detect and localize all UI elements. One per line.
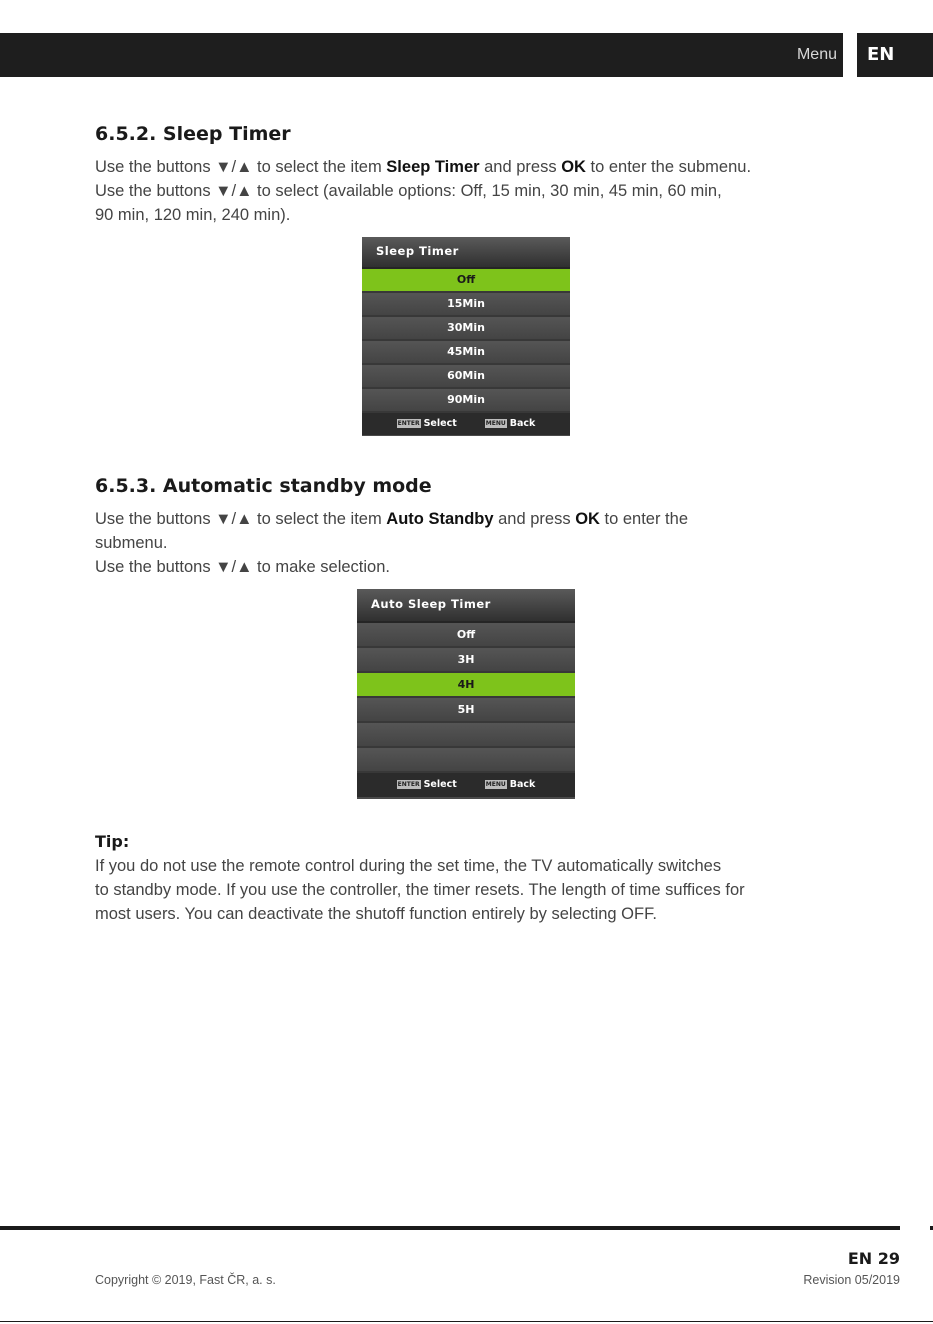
text-segment: Use the buttons ▼/▲ to select the item xyxy=(95,158,387,176)
sleep-timer-heading: 6.5.2. Sleep Timer xyxy=(95,123,291,145)
sleep-timer-paragraph-1 xyxy=(95,155,751,179)
osd-option-off[interactable]: Off xyxy=(357,623,575,648)
bold-term: Auto Standby xyxy=(386,510,494,528)
bold-term: Sleep Timer xyxy=(386,158,480,176)
language-label: EN xyxy=(867,44,895,65)
text-segment: to enter the xyxy=(599,510,688,528)
bold-term: OK xyxy=(561,158,586,176)
osd-title: Sleep Timer xyxy=(362,237,570,269)
sleep-timer-paragraph-2: Use the buttons ▼/▲ to select (available options: Off, 15 min, 30 min, 45 min, 60 min, xyxy=(95,182,722,200)
auto-sleep-timer-osd xyxy=(357,589,575,799)
osd-option-90min[interactable]: 90Min xyxy=(362,389,570,413)
osd-option-off[interactable]: Off xyxy=(362,269,570,293)
osd-option-empty xyxy=(357,748,575,773)
menu-key-icon: MENU xyxy=(485,781,506,788)
auto-standby-paragraph-2: submenu. xyxy=(95,534,168,552)
auto-standby-heading: 6.5.3. Automatic standby mode xyxy=(95,475,432,497)
language-badge xyxy=(857,33,933,77)
bold-term: OK xyxy=(575,510,600,528)
osd-select-hint xyxy=(397,413,457,435)
page-number: EN 29 xyxy=(847,1249,900,1268)
select-label: Select xyxy=(423,418,457,429)
header-menu-label: Menu xyxy=(796,46,837,63)
page-bottom-border xyxy=(0,1321,933,1322)
enter-key-icon: ENTER xyxy=(397,420,420,427)
footer-divider xyxy=(0,1226,900,1230)
osd-back-hint xyxy=(485,773,536,797)
select-label: Select xyxy=(423,779,457,790)
enter-key-icon: ENTER xyxy=(397,781,420,788)
tip-line-2: to standby mode. If you use the controller, the timer resets. The length of time suffices for xyxy=(95,881,745,899)
tip-line-3: most users. You can deactivate the shutoff function entirely by selecting OFF. xyxy=(95,905,657,923)
osd-option-15min[interactable]: 15Min xyxy=(362,293,570,317)
back-label: Back xyxy=(509,779,536,790)
osd-footer xyxy=(357,773,575,797)
tip-heading: Tip: xyxy=(95,832,130,851)
tip-line-1: If you do not use the remote control during the set time, the TV automatically switches xyxy=(95,857,722,875)
osd-option-60min[interactable]: 60Min xyxy=(362,365,570,389)
osd-option-45min[interactable]: 45Min xyxy=(362,341,570,365)
back-label: Back xyxy=(509,418,536,429)
sleep-timer-paragraph-3: 90 min, 120 min, 240 min). xyxy=(95,206,291,224)
osd-option-3h[interactable]: 3H xyxy=(357,648,575,673)
text-segment: Use the buttons ▼/▲ to select the item xyxy=(95,510,387,528)
text-segment: to enter the submenu. xyxy=(585,158,752,176)
sleep-timer-osd xyxy=(362,237,570,436)
header-bar xyxy=(0,33,843,77)
text-segment: and press xyxy=(479,158,562,176)
osd-select-hint xyxy=(397,773,457,797)
auto-standby-paragraph-3: Use the buttons ▼/▲ to make selection. xyxy=(95,558,390,576)
osd-option-5h[interactable]: 5H xyxy=(357,698,575,723)
osd-back-hint xyxy=(485,413,536,435)
osd-option-30min[interactable]: 30Min xyxy=(362,317,570,341)
osd-option-empty xyxy=(357,723,575,748)
osd-footer xyxy=(362,413,570,435)
osd-title: Auto Sleep Timer xyxy=(357,589,575,623)
auto-standby-paragraph-1 xyxy=(95,507,688,531)
copyright-text: Copyright © 2019, Fast ČR, a. s. xyxy=(95,1273,276,1287)
revision-text: Revision 05/2019 xyxy=(803,1273,900,1287)
menu-key-icon: MENU xyxy=(485,420,506,427)
text-segment: and press xyxy=(493,510,576,528)
osd-option-4h[interactable]: 4H xyxy=(357,673,575,698)
